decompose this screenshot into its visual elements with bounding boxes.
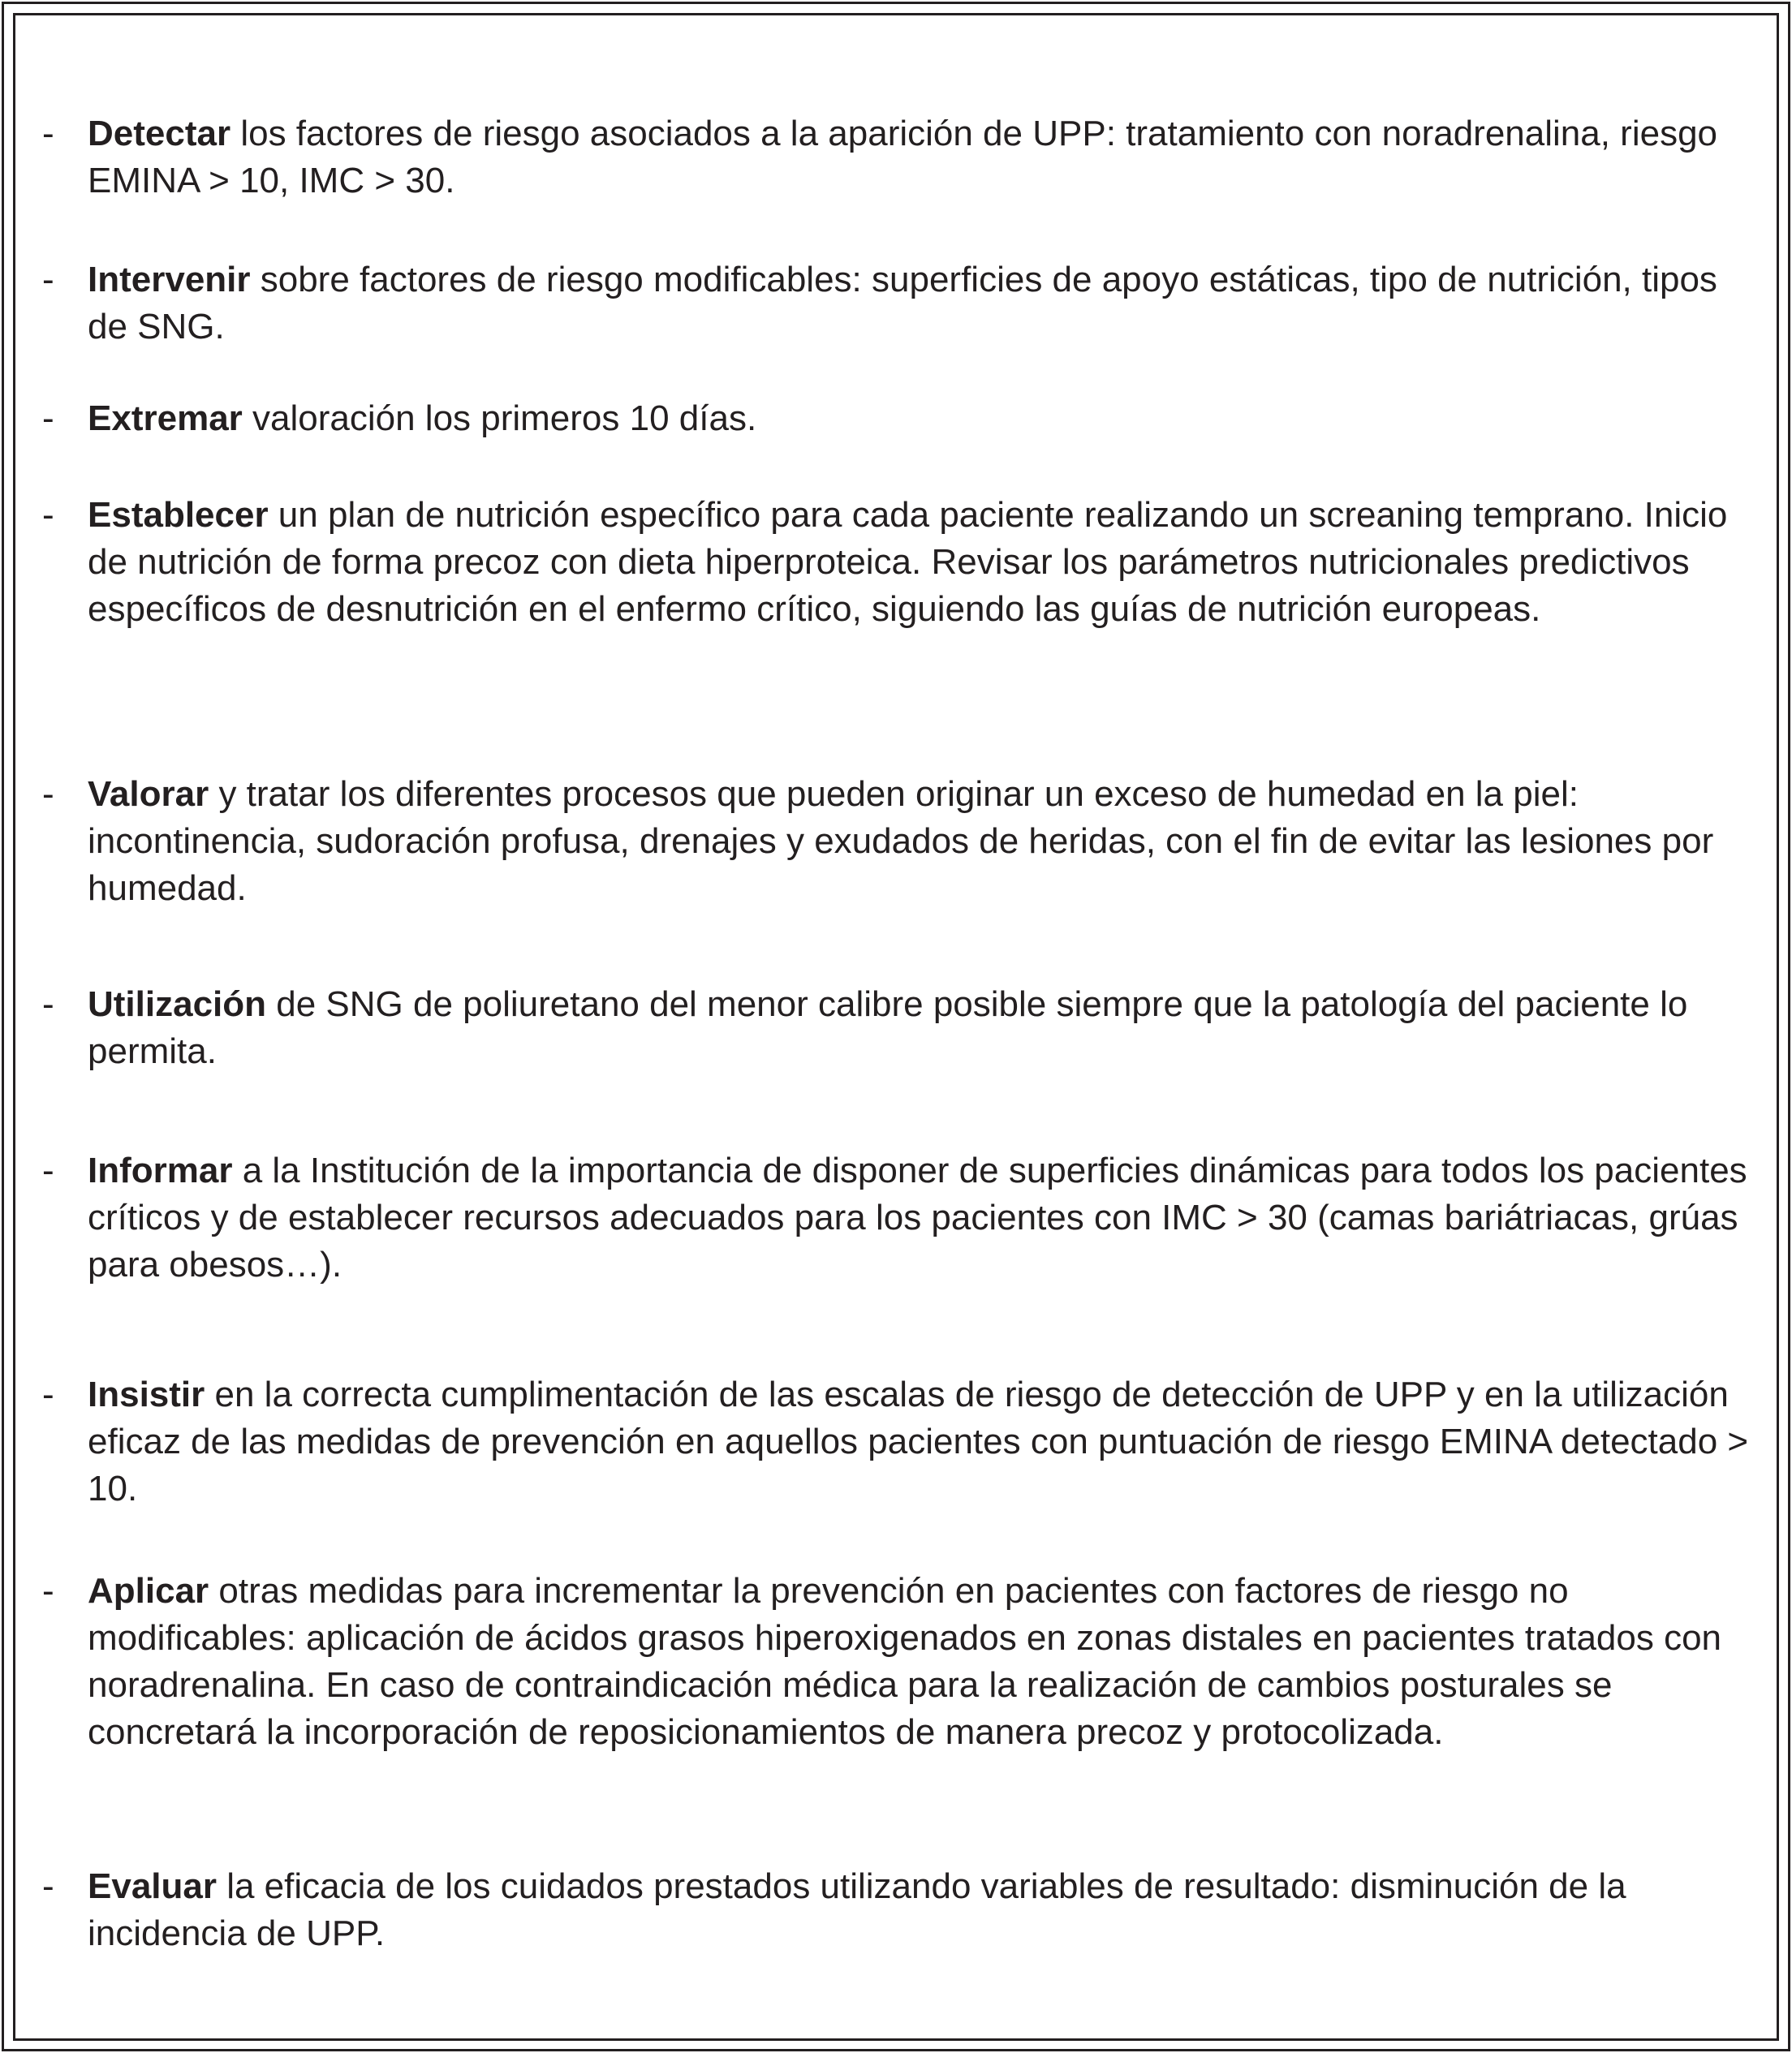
- list-dash: -: [42, 495, 54, 535]
- item-body: la eficacia de los cuidados prestados utilizando variables de resultado: disminución de la incidencia de UPP.: [88, 1866, 1626, 1953]
- item-body: valoración los primeros 10 días.: [242, 398, 757, 438]
- item-keyword: Utilización: [88, 984, 267, 1024]
- item-keyword: Detectar: [88, 114, 231, 153]
- item-body: en la correcta cumplimentación de las escalas de riesgo de detección de UPP y en la utilización eficaz de las medidas de prevención en aquellos pacientes con puntuación de riesgo EMINA detectado > 10.: [88, 1375, 1749, 1509]
- item-keyword: Aplicar: [88, 1571, 209, 1611]
- list-item-text: [88, 1568, 1763, 1756]
- list-dash: -: [42, 114, 54, 153]
- list-dash: -: [42, 260, 54, 299]
- list-item-text: [88, 1863, 1763, 1957]
- item-body: los factores de riesgo asociados a la aparición de UPP: tratamiento con noradrenalina, riesgo EMINA > 10, IMC > 30.: [88, 114, 1718, 200]
- item-keyword: Intervenir: [88, 260, 251, 299]
- item-body: sobre factores de riesgo modificables: superficies de apoyo estáticas, tipo de nutrición, tipos de SNG.: [88, 260, 1717, 346]
- list-item-text: [88, 771, 1763, 912]
- list-dash: -: [42, 774, 54, 814]
- list-item-text: [88, 110, 1763, 204]
- list-item-extremar: [42, 395, 1763, 442]
- list-item-text: [88, 981, 1763, 1075]
- list-item-establecer: [42, 492, 1763, 633]
- item-keyword: Establecer: [88, 495, 269, 535]
- list-item-utilizacion: [42, 981, 1763, 1075]
- list-dash: -: [42, 1571, 54, 1611]
- list-item-text: [88, 1371, 1763, 1513]
- list-dash: -: [42, 1866, 54, 1906]
- item-body: de SNG de poliuretano del menor calibre posible siempre que la patología del paciente lo permita.: [88, 984, 1688, 1071]
- list-item-text: [88, 492, 1763, 633]
- list-dash: -: [42, 398, 54, 438]
- list-item-text: [88, 256, 1763, 351]
- list-item-detectar: [42, 110, 1763, 204]
- list-item-intervenir: [42, 256, 1763, 351]
- item-keyword: Valorar: [88, 774, 209, 814]
- item-keyword: Informar: [88, 1151, 233, 1190]
- list-item-aplicar: [42, 1568, 1763, 1756]
- list-item-evaluar: [42, 1863, 1763, 1957]
- list-dash: -: [42, 1375, 54, 1414]
- item-keyword: Extremar: [88, 398, 243, 438]
- item-body: un plan de nutrición específico para cada paciente realizando un screaning temprano. Inicio de nutrición de forma precoz con dieta hiperproteica. Revisar los parámetros nutricionales predictivos específicos de desnutrición en el enfermo crítico, siguiendo las guías de nutrición europeas.: [88, 495, 1728, 629]
- item-body: y tratar los diferentes procesos que pueden originar un exceso de humedad en la piel: incontinencia, sudoración profusa, drenajes y exudados de heridas, con el fin de evitar las lesiones por humedad.: [88, 774, 1714, 908]
- list-item-text: [88, 1147, 1763, 1289]
- item-keyword: Insistir: [88, 1375, 205, 1414]
- list-dash: -: [42, 1151, 54, 1190]
- item-body: a la Institución de la importancia de disponer de superficies dinámicas para todos los pacientes críticos y de establecer recursos adecuados para los pacientes con IMC > 30 (camas bariátriacas, grúas para obesos…).: [88, 1151, 1747, 1285]
- item-body: otras medidas para incrementar la prevención en pacientes con factores de riesgo no modificables: aplicación de ácidos grasos hiperoxigenados en zonas distales en pacientes tratados con noradrenalina. En caso de contraindicación médica para la realización de cambios posturales se concretará la incorporación de reposicionamientos de manera precoz y protocolizada.: [88, 1571, 1722, 1752]
- list-dash: -: [42, 984, 54, 1024]
- list-item-valorar: [42, 771, 1763, 912]
- item-keyword: Evaluar: [88, 1866, 217, 1906]
- list-item-text: [88, 395, 1763, 442]
- list-item-informar: [42, 1147, 1763, 1289]
- list-item-insistir: [42, 1371, 1763, 1513]
